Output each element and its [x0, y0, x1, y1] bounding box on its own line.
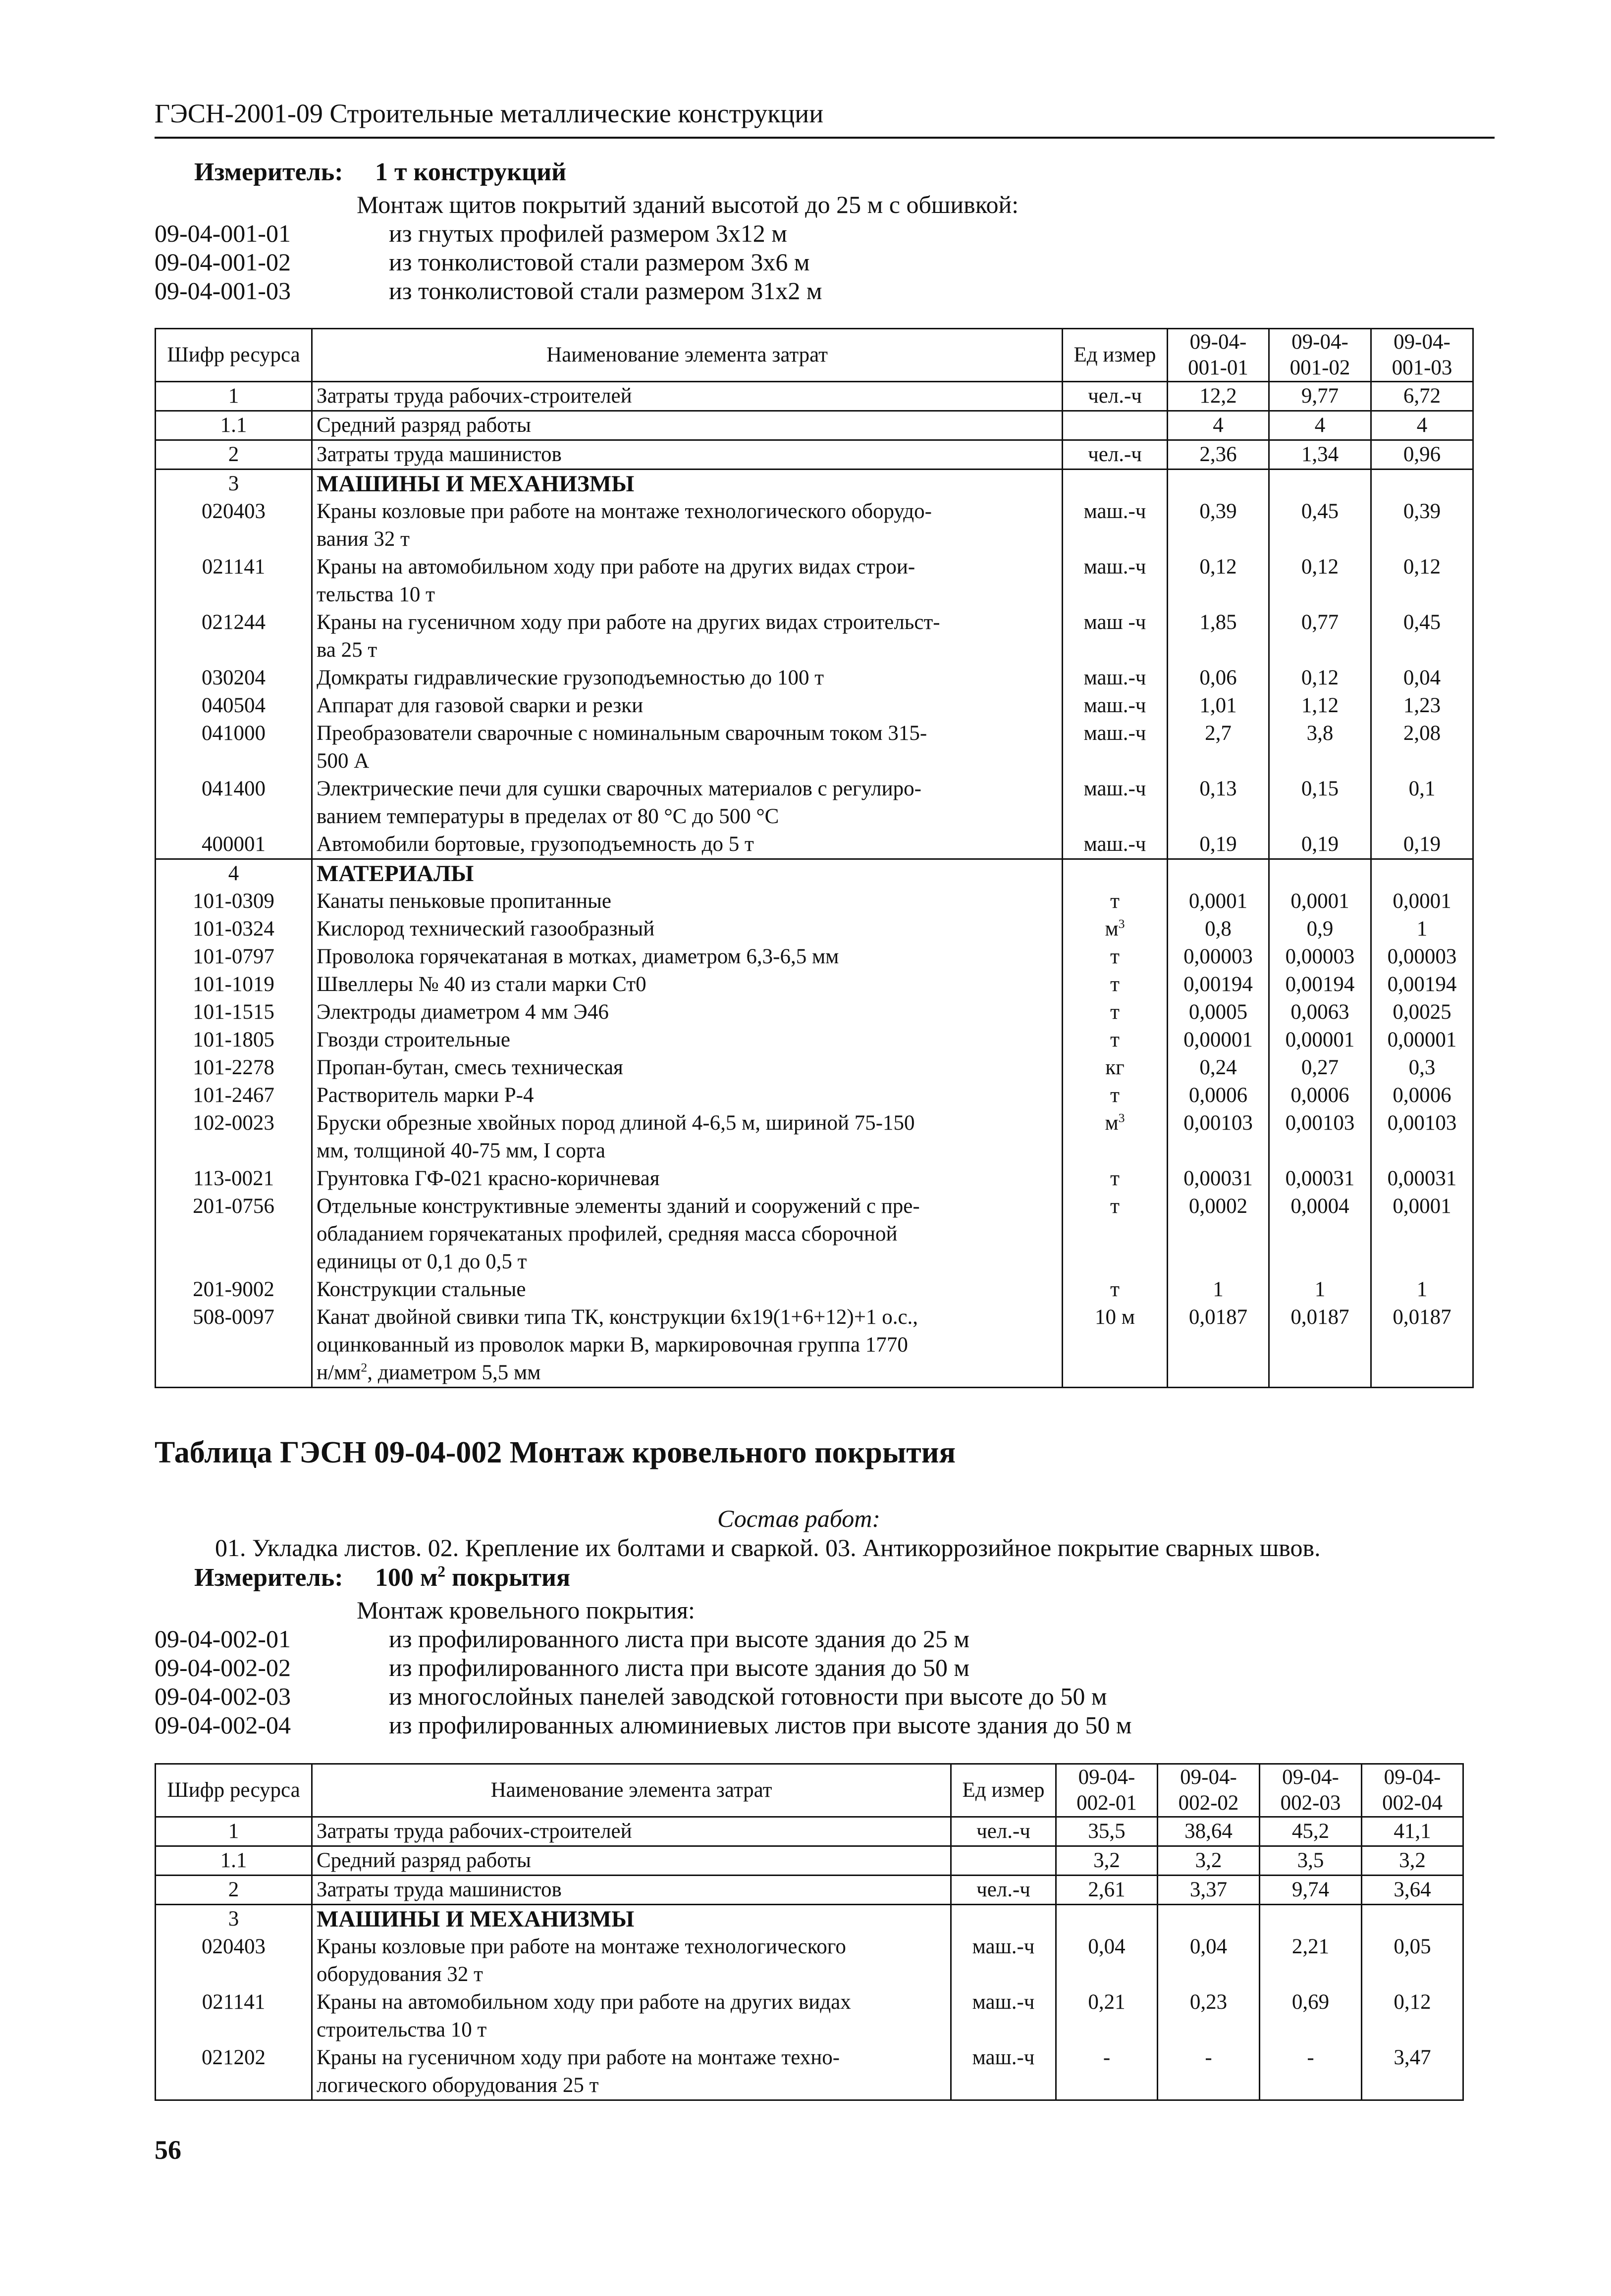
item-description: из профилированных алюминиевых листов при высоте здания до 50 м [389, 1711, 1132, 1739]
cell-value-1 [1168, 859, 1269, 888]
running-header: ГЭСН-2001-09 Строительные металлические конструкции [155, 99, 824, 128]
cell-value-3: - [1260, 2044, 1362, 2100]
item-code: 09-04-002-02 [155, 1654, 291, 1681]
cell-code: 020403 [156, 1933, 312, 1988]
item-code: 09-04-002-03 [155, 1682, 291, 1710]
cell-name: Электрические печи для сушки сварочных материалов с регулиро- ванием температуры в пределах от 80 °С до 500 °С [312, 775, 1063, 831]
cell-code: 4 [156, 859, 312, 888]
item-code: 09-04-001-01 [155, 219, 291, 247]
cell-value-4: 41,1 [1362, 1817, 1463, 1846]
cell-unit: чел.-ч [951, 1876, 1056, 1905]
cell-value-3: 0,1 [1371, 775, 1473, 831]
cell-value-1: 0,39 [1168, 498, 1269, 553]
cell-name: Краны на гусеничном ходу при работе на других видах строительст- ва 25 т [312, 609, 1063, 664]
cell-name: Затраты труда рабочих-строителей [312, 382, 1063, 411]
table-row [156, 1026, 1473, 1054]
cell-unit: чел.-ч [1063, 382, 1168, 411]
cell-code: 101-0797 [156, 943, 312, 971]
cell-value-4: 3,64 [1362, 1876, 1463, 1905]
cell-unit [1063, 470, 1168, 498]
cell-code: 021141 [156, 1988, 312, 2044]
cell-name: Аппарат для газовой сварки и резки [312, 692, 1063, 720]
table-row [156, 1905, 1463, 1933]
table-row [156, 1276, 1473, 1304]
cell-code: 101-2278 [156, 1054, 312, 1082]
item-description: из профилированного листа при высоте здания до 25 м [389, 1625, 969, 1653]
cell-name: Затраты труда машинистов [312, 440, 1063, 470]
cell-code: 113-0021 [156, 1165, 312, 1193]
cell-value-1 [1056, 1905, 1158, 1933]
table-row [156, 1817, 1463, 1846]
cell-value-2: 0,0063 [1269, 998, 1371, 1026]
table-row [156, 553, 1473, 609]
table-row [156, 831, 1473, 859]
cell-value-3: 0,19 [1371, 831, 1473, 859]
cell-code: 2 [156, 440, 312, 470]
cell-value-3: 0,0001 [1371, 887, 1473, 915]
cell-unit: маш.-ч [951, 1988, 1056, 2044]
cell-value-1: 2,36 [1168, 440, 1269, 470]
cell-value-3: 6,72 [1371, 382, 1473, 411]
cell-value-2: 0,12 [1269, 553, 1371, 609]
block1-intro: Монтаж щитов покрытий зданий высотой до 25 м с обшивкой: [357, 191, 1019, 218]
cell-unit: маш.-ч [951, 1933, 1056, 1988]
table-row [156, 998, 1473, 1026]
cell-name: Конструкции стальные [312, 1276, 1063, 1304]
cell-value-1 [1168, 470, 1269, 498]
cell-code: 021244 [156, 609, 312, 664]
cell-unit: маш.-ч [951, 2044, 1056, 2100]
cell-value-1: 1,85 [1168, 609, 1269, 664]
cell-code: 021141 [156, 553, 312, 609]
table-row [156, 915, 1473, 943]
cell-value-3: 45,2 [1260, 1817, 1362, 1846]
th-col1: 09-04- 002-01 [1056, 1764, 1158, 1817]
table-row [156, 382, 1473, 411]
cell-value-1: 3,2 [1056, 1846, 1158, 1876]
cell-value-3 [1371, 859, 1473, 888]
cell-name: Канат двойной свивки типа ТК, конструкции 6х19(1+6+12)+1 о.с., оцинкованный из проволок марки В, маркировочная группа 1770 $н/мм^2$, диаметром 5,5 мм [312, 1304, 1063, 1388]
cell-value-1: 1 [1168, 1276, 1269, 1304]
table-row [156, 1304, 1473, 1388]
cell-name: Краны на автомобильном ходу при работе на других видах строительства 10 т [312, 1988, 951, 2044]
cell-code: 102-0023 [156, 1109, 312, 1165]
cell-value-3: 1 [1371, 1276, 1473, 1304]
cell-unit: т [1063, 1276, 1168, 1304]
th-col4: 09-04- 002-04 [1362, 1764, 1463, 1817]
th-unit: Ед измер [1063, 329, 1168, 382]
cell-value-2: 9,77 [1269, 382, 1371, 411]
cell-code: 1.1 [156, 411, 312, 440]
cell-value-1: 0,04 [1056, 1933, 1158, 1988]
cell-code: 2 [156, 1876, 312, 1905]
cell-value-4: 3,47 [1362, 2044, 1463, 2100]
cell-name: МАТЕРИАЛЫ [312, 859, 1063, 888]
cell-code: 020403 [156, 498, 312, 553]
cell-value-1: 0,8 [1168, 915, 1269, 943]
cell-value-2: 0,19 [1269, 831, 1371, 859]
cell-name: Домкраты гидравлические грузоподъемностью до 100 т [312, 664, 1063, 692]
cell-unit: т [1063, 1082, 1168, 1109]
cell-value-3: 0,0001 [1371, 1193, 1473, 1276]
cell-value-1: 35,5 [1056, 1817, 1158, 1846]
cell-unit: т [1063, 1026, 1168, 1054]
cell-value-1: 0,12 [1168, 553, 1269, 609]
cell-name: Краны козловые при работе на монтаже технологического оборудо- вания 32 т [312, 498, 1063, 553]
cell-value-1: 4 [1168, 411, 1269, 440]
cell-unit: т [1063, 943, 1168, 971]
cell-value-3: 0,39 [1371, 498, 1473, 553]
cell-value-1: 0,24 [1168, 1054, 1269, 1082]
cell-value-3: 0,69 [1260, 1988, 1362, 2044]
meter-value-1: 1 т конструкций [375, 158, 567, 186]
cell-value-2: 4 [1269, 411, 1371, 440]
cell-name: Растворитель марки Р-4 [312, 1082, 1063, 1109]
cell-value-1: 0,06 [1168, 664, 1269, 692]
cell-value-3: 0,00194 [1371, 971, 1473, 998]
cell-value-1: 0,00003 [1168, 943, 1269, 971]
table-row [156, 470, 1473, 498]
cell-value-2: 0,23 [1158, 1988, 1260, 2044]
cell-unit: чел.-ч [1063, 440, 1168, 470]
cell-value-2: 0,00031 [1269, 1165, 1371, 1193]
cell-value-1: 0,00103 [1168, 1109, 1269, 1165]
cell-name: Автомобили бортовые, грузоподъемность до 5 т [312, 831, 1063, 859]
cell-unit: 10 м [1063, 1304, 1168, 1388]
cell-value-2: 0,0187 [1269, 1304, 1371, 1388]
meter-label-2: Измеритель: [194, 1564, 343, 1592]
th-col3: 09-04- 002-03 [1260, 1764, 1362, 1817]
table-row [156, 720, 1473, 775]
cell-value-3: 0,0006 [1371, 1082, 1473, 1109]
cell-value-2: 3,2 [1158, 1846, 1260, 1876]
cell-code: 101-0309 [156, 887, 312, 915]
cell-name: Электроды диаметром 4 мм Э46 [312, 998, 1063, 1026]
cell-value-3 [1371, 470, 1473, 498]
cell-name: Бруски обрезные хвойных пород длиной 4-6,5 м, шириной 75-150 мм, толщиной 40-75 мм, I сорта [312, 1109, 1063, 1165]
table-row [156, 692, 1473, 720]
th-col3: 09-04- 001-03 [1371, 329, 1473, 382]
table-row [156, 411, 1473, 440]
cell-value-3: 0,0025 [1371, 998, 1473, 1026]
table-row [156, 1054, 1473, 1082]
cell-name: Средний разряд работы [312, 411, 1063, 440]
item-description: из гнутых профилей размером 3х12 м [389, 219, 787, 247]
cell-unit: маш.-ч [1063, 553, 1168, 609]
cell-name: Краны на автомобильном ходу при работе на других видах строи- тельства 10 т [312, 553, 1063, 609]
cell-name: Отдельные конструктивные элементы зданий и сооружений с пре- обладанием горячекатаных профилей, средняя масса сборочной единицы от 0,1 до 0,5 т [312, 1193, 1063, 1276]
cell-code: 201-9002 [156, 1276, 312, 1304]
cell-value-2: 0,0001 [1269, 887, 1371, 915]
cell-value-1: 1,01 [1168, 692, 1269, 720]
cell-code: 1 [156, 1817, 312, 1846]
meter-label-1: Измеритель: [194, 158, 343, 186]
cell-code: 021202 [156, 2044, 312, 2100]
block2-intro: Монтаж кровельного покрытия: [357, 1596, 695, 1624]
cell-unit: маш.-ч [1063, 831, 1168, 859]
cell-unit: маш.-ч [1063, 720, 1168, 775]
composition-label: Состав работ: [717, 1505, 881, 1532]
cell-value-1: 12,2 [1168, 382, 1269, 411]
cell-value-2: 0,00194 [1269, 971, 1371, 998]
cell-code: 1 [156, 382, 312, 411]
cell-unit [1063, 859, 1168, 888]
cell-name: МАШИНЫ И МЕХАНИЗМЫ [312, 470, 1063, 498]
cell-unit [1063, 411, 1168, 440]
cell-value-2: 0,45 [1269, 498, 1371, 553]
cell-value-2: 3,8 [1269, 720, 1371, 775]
cell-unit: маш.-ч [1063, 775, 1168, 831]
composition-text: 01. Укладка листов. 02. Крепление их болтами и сваркой. 03. Антикоррозийное покрытие сварных швов. [215, 1534, 1321, 1562]
cell-name: Кислород технический газообразный [312, 915, 1063, 943]
cell-unit: $м^3$ [1063, 915, 1168, 943]
cell-name: Швеллеры № 40 из стали марки Ст0 [312, 971, 1063, 998]
cell-code: 508-0097 [156, 1304, 312, 1388]
table-row [156, 1082, 1473, 1109]
cell-value-2: 0,0004 [1269, 1193, 1371, 1276]
table-row [156, 609, 1473, 664]
cell-value-3: 0,00031 [1371, 1165, 1473, 1193]
table-row [156, 971, 1473, 998]
cell-value-1: 2,7 [1168, 720, 1269, 775]
cell-value-3: 2,08 [1371, 720, 1473, 775]
cell-value-2: 0,0006 [1269, 1082, 1371, 1109]
table-row [156, 440, 1473, 470]
cell-value-3: 1,23 [1371, 692, 1473, 720]
cell-unit: маш.-ч [1063, 498, 1168, 553]
cell-name: МАШИНЫ И МЕХАНИЗМЫ [312, 1905, 951, 1933]
cell-code: 101-1019 [156, 971, 312, 998]
table-row [156, 1876, 1463, 1905]
cell-value-1: 2,61 [1056, 1876, 1158, 1905]
th-name: Наименование элемента затрат [312, 1764, 951, 1817]
cell-value-3 [1260, 1905, 1362, 1933]
item-description: из тонколистовой стали размером 31х2 м [389, 277, 822, 305]
page-number: 56 [155, 2135, 181, 2165]
cell-value-3: 0,00103 [1371, 1109, 1473, 1165]
table-row [156, 775, 1473, 831]
cell-value-2: 0,15 [1269, 775, 1371, 831]
cell-value-2: 1,34 [1269, 440, 1371, 470]
cell-name: Гвозди строительные [312, 1026, 1063, 1054]
cell-value-1: - [1056, 2044, 1158, 2100]
cell-name: Краны козловые при работе на монтаже технологического оборудования 32 т [312, 1933, 951, 1988]
cell-code: 201-0756 [156, 1193, 312, 1276]
item-description: из многослойных панелей заводской готовности при высоте до 50 м [389, 1682, 1107, 1710]
cell-value-2: 1,12 [1269, 692, 1371, 720]
cell-unit: $м^3$ [1063, 1109, 1168, 1165]
cell-name: Затраты труда рабочих-строителей [312, 1817, 951, 1846]
cell-code: 040504 [156, 692, 312, 720]
cell-value-2: 0,04 [1158, 1933, 1260, 1988]
cell-value-3: 0,45 [1371, 609, 1473, 664]
th-name: Наименование элемента затрат [312, 329, 1063, 382]
cell-unit [951, 1905, 1056, 1933]
cell-name: Проволока горячекатаная в мотках, диаметром 6,3-6,5 мм [312, 943, 1063, 971]
header-rule [155, 137, 1495, 139]
item-code: 09-04-001-03 [155, 277, 291, 305]
cell-value-3: 0,96 [1371, 440, 1473, 470]
item-code: 09-04-002-04 [155, 1711, 291, 1739]
cell-unit: маш -ч [1063, 609, 1168, 664]
cell-code: 041000 [156, 720, 312, 775]
cell-value-3: 0,00001 [1371, 1026, 1473, 1054]
cell-value-1: 0,0006 [1168, 1082, 1269, 1109]
cell-value-3: 0,12 [1371, 553, 1473, 609]
cell-value-3: 3,5 [1260, 1846, 1362, 1876]
cell-unit: маш.-ч [1063, 692, 1168, 720]
cell-value-1: 0,00031 [1168, 1165, 1269, 1193]
cell-code: 1.1 [156, 1846, 312, 1876]
cell-value-4 [1362, 1905, 1463, 1933]
table-row [156, 1846, 1463, 1876]
table-row [156, 1933, 1463, 1988]
cell-value-2: 0,9 [1269, 915, 1371, 943]
cell-unit: т [1063, 1193, 1168, 1276]
th-code: Шифр ресурса [156, 329, 312, 382]
resource-table-2 [155, 1763, 1464, 2101]
cell-value-1: 0,13 [1168, 775, 1269, 831]
cell-unit: т [1063, 971, 1168, 998]
cell-value-3: 2,21 [1260, 1933, 1362, 1988]
cell-unit: т [1063, 1165, 1168, 1193]
table2-title: Таблица ГЭСН 09-04-002 Монтаж кровельного покрытия [155, 1436, 956, 1469]
cell-code: 3 [156, 470, 312, 498]
cell-value-2: 3,37 [1158, 1876, 1260, 1905]
cell-value-1: 0,19 [1168, 831, 1269, 859]
table-row [156, 2044, 1463, 2100]
cell-value-3: 0,0187 [1371, 1304, 1473, 1388]
cell-value-1: 0,0002 [1168, 1193, 1269, 1276]
table-row [156, 1165, 1473, 1193]
cell-code: 101-2467 [156, 1082, 312, 1109]
cell-value-2: 38,64 [1158, 1817, 1260, 1846]
cell-code: 3 [156, 1905, 312, 1933]
table-row [156, 1988, 1463, 2044]
cell-value-2: 0,00001 [1269, 1026, 1371, 1054]
cell-value-3: 1 [1371, 915, 1473, 943]
cell-value-2 [1158, 1905, 1260, 1933]
cell-unit [951, 1846, 1056, 1876]
cell-unit: т [1063, 998, 1168, 1026]
cell-name: Средний разряд работы [312, 1846, 951, 1876]
cell-code: 400001 [156, 831, 312, 859]
cell-code: 101-1515 [156, 998, 312, 1026]
table-row [156, 859, 1473, 888]
th-col1: 09-04- 001-01 [1168, 329, 1269, 382]
th-col2: 09-04- 002-02 [1158, 1764, 1260, 1817]
table-row [156, 943, 1473, 971]
cell-value-2 [1269, 859, 1371, 888]
cell-value-3: 4 [1371, 411, 1473, 440]
cell-unit: кг [1063, 1054, 1168, 1082]
cell-name: Преобразователи сварочные с номинальным сварочным током 315- 500 А [312, 720, 1063, 775]
cell-value-2: - [1158, 2044, 1260, 2100]
cell-value-2 [1269, 470, 1371, 498]
cell-unit: маш.-ч [1063, 664, 1168, 692]
table-row [156, 664, 1473, 692]
table-row [156, 498, 1473, 553]
cell-value-1: 0,0187 [1168, 1304, 1269, 1388]
cell-value-3: 0,3 [1371, 1054, 1473, 1082]
cell-value-4: 0,05 [1362, 1933, 1463, 1988]
cell-value-1: 0,0001 [1168, 887, 1269, 915]
item-description: из профилированного листа при высоте здания до 50 м [389, 1654, 969, 1681]
cell-value-4: 3,2 [1362, 1846, 1463, 1876]
cell-name: Канаты пеньковые пропитанные [312, 887, 1063, 915]
cell-code: 041400 [156, 775, 312, 831]
cell-value-2: 0,00103 [1269, 1109, 1371, 1165]
cell-name: Грунтовка ГФ-021 красно-коричневая [312, 1165, 1063, 1193]
table-row [156, 887, 1473, 915]
item-code: 09-04-002-01 [155, 1625, 291, 1653]
cell-value-1: 0,00001 [1168, 1026, 1269, 1054]
table-row [156, 1109, 1473, 1165]
cell-value-2: 1 [1269, 1276, 1371, 1304]
cell-code: 101-1805 [156, 1026, 312, 1054]
cell-code: 030204 [156, 664, 312, 692]
cell-value-2: 0,27 [1269, 1054, 1371, 1082]
th-code: Шифр ресурса [156, 1764, 312, 1817]
cell-value-1: 0,00194 [1168, 971, 1269, 998]
item-description: из тонколистовой стали размером 3х6 м [389, 248, 810, 276]
item-code: 09-04-001-02 [155, 248, 291, 276]
cell-value-3: 0,04 [1371, 664, 1473, 692]
meter-value-2: 100 $м^2$ покрытия [375, 1563, 571, 1592]
cell-value-3: 9,74 [1260, 1876, 1362, 1905]
cell-value-3: 0,00003 [1371, 943, 1473, 971]
cell-value-4: 0,12 [1362, 1988, 1463, 2044]
cell-name: Краны на гусеничном ходу при работе на монтаже техно- логического оборудования 25 т [312, 2044, 951, 2100]
cell-value-1: 0,0005 [1168, 998, 1269, 1026]
cell-unit: т [1063, 887, 1168, 915]
cell-unit: чел.-ч [951, 1817, 1056, 1846]
cell-code: 101-0324 [156, 915, 312, 943]
cell-value-2: 0,77 [1269, 609, 1371, 664]
cell-value-1: 0,21 [1056, 1988, 1158, 2044]
cell-name: Затраты труда машинистов [312, 1876, 951, 1905]
th-col2: 09-04- 001-02 [1269, 329, 1371, 382]
table-row [156, 1193, 1473, 1276]
resource-table-1 [155, 328, 1474, 1388]
cell-value-2: 0,12 [1269, 664, 1371, 692]
th-unit: Ед измер [951, 1764, 1056, 1817]
cell-value-2: 0,00003 [1269, 943, 1371, 971]
cell-name: Пропан-бутан, смесь техническая [312, 1054, 1063, 1082]
